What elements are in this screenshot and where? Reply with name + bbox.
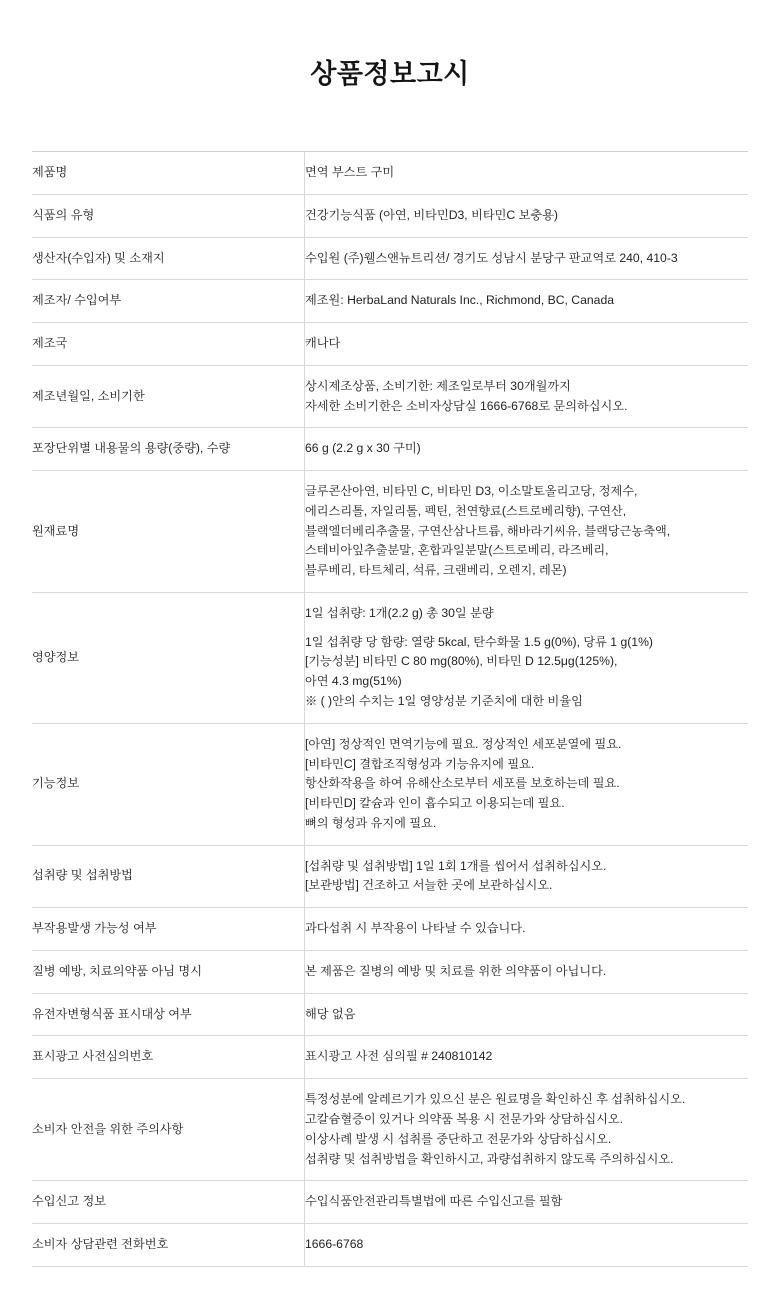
product-info-table-wrap [32, 151, 748, 1267]
value-line: [아연] 정상적인 면역기능에 필요. 정상적인 세포분열에 필요. [305, 736, 622, 751]
row-label: 수입신고 정보 [32, 1181, 305, 1224]
value-line: [섭취량 및 섭취방법] 1일 1회 1개를 씹어서 섭취하십시오. [305, 858, 607, 873]
row-value [305, 194, 749, 237]
table-row [32, 280, 748, 323]
value-line: 1666-6768 [305, 1237, 364, 1252]
row-value [305, 280, 749, 323]
value-line: 캐나다 [305, 336, 341, 351]
value-line: [비타민D] 칼슘과 인이 흡수되고 이용되는데 필요. [305, 796, 565, 811]
value-line: 항산화작용을 하여 유해산소로부터 세포를 보호하는데 필요. [305, 776, 620, 791]
value-line: 제조원: HerbaLand Naturals Inc., Richmond, BC, Canada [305, 293, 615, 308]
row-label: 포장단위별 내용물의 용량(중량), 수량 [32, 428, 305, 471]
row-label: 표시광고 사전심의번호 [32, 1036, 305, 1079]
value-line: 블랙엘더베리추출물, 구연산삼나트륨, 해바라기씨유, 블랙당근농축액, [305, 523, 671, 538]
row-value [305, 1036, 749, 1079]
table-row [32, 365, 748, 428]
row-value [305, 237, 749, 280]
value-line: 1일 섭취량 당 함량: 열량 5kcal, 탄수화물 1.5 g(0%), 당류 1 g(1%) [305, 634, 653, 649]
row-value [305, 471, 749, 593]
value-line: 66 g (2.2 g x 30 구미) [305, 441, 421, 456]
row-value [305, 950, 749, 993]
page-bottom-spacer [0, 1267, 780, 1313]
value-line: 상시제조상품, 소비기한: 제조일로부터 30개월까지 [305, 378, 571, 393]
value-line: [보관방법] 건조하고 서늘한 곳에 보관하십시오. [305, 878, 553, 893]
row-value [305, 323, 749, 366]
row-label: 영양정보 [32, 592, 305, 723]
value-line: 수입원 (주)웰스앤뉴트리션/ 경기도 성남시 분당구 판교역로 240, 410-3 [305, 250, 678, 265]
value-line: 아연 4.3 mg(51%) [305, 674, 402, 689]
table-row [32, 950, 748, 993]
row-value [305, 152, 749, 195]
table-row [32, 993, 748, 1036]
table-row [32, 194, 748, 237]
row-value [305, 592, 749, 723]
row-label: 소비자 상담관련 전화번호 [32, 1224, 305, 1267]
row-label: 원재료명 [32, 471, 305, 593]
value-line: 이상사례 발생 시 섭취를 중단하고 전문가와 상담하십시오. [305, 1131, 612, 1146]
row-value [305, 845, 749, 908]
table-row [32, 845, 748, 908]
row-value [305, 365, 749, 428]
table-row [32, 237, 748, 280]
value-line: 1일 섭취량: 1개(2.2 g) 총 30일 분량 [305, 605, 494, 620]
value-line: 특정성분에 알레르기가 있으신 분은 원료명을 확인하신 후 섭취하십시오. [305, 1092, 686, 1107]
row-value [305, 908, 749, 951]
row-label: 부작용발생 가능성 여부 [32, 908, 305, 951]
value-line: 해당 없음 [305, 1006, 356, 1021]
value-line: 건강기능식품 (아연, 비타민D3, 비타민C 보충용) [305, 207, 558, 222]
value-line: 표시광고 사전 심의필 # 240810142 [305, 1049, 493, 1064]
table-row [32, 152, 748, 195]
table-row [32, 908, 748, 951]
value-line: 스테비아잎추출분말, 혼합과일분말(스트로베리, 라즈베리, [305, 543, 609, 558]
value-line: [비타민C] 결합조직형성과 기능유지에 필요. [305, 756, 535, 771]
row-label: 유전자변형식품 표시대상 여부 [32, 993, 305, 1036]
row-label: 소비자 안전을 위한 주의사항 [32, 1079, 305, 1181]
value-line: 블루베리, 타트체리, 석류, 크랜베리, 오렌지, 레몬) [305, 563, 567, 578]
row-label: 제품명 [32, 152, 305, 195]
row-value [305, 993, 749, 1036]
table-row [32, 1079, 748, 1181]
table-row [32, 592, 748, 723]
row-label: 생산자(수입자) 및 소재지 [32, 237, 305, 280]
product-info-table [32, 151, 748, 1267]
row-label: 기능정보 [32, 723, 305, 845]
row-label: 섭취량 및 섭취방법 [32, 845, 305, 908]
value-line: 글루콘산아연, 비타민 C, 비타민 D3, 이소말토올리고당, 정제수, [305, 484, 638, 499]
row-label: 제조국 [32, 323, 305, 366]
value-line: 면역 부스트 구미 [305, 165, 395, 179]
table-row [32, 428, 748, 471]
value-line: 수입식품안전관리특별법에 따른 수입신고를 필함 [305, 1194, 563, 1209]
table-row [32, 323, 748, 366]
product-info-table-body [32, 152, 748, 1267]
value-line: 에리스리톨, 자일리톨, 펙틴, 천연향료(스트로베리향), 구연산, [305, 503, 627, 518]
value-line: 본 제품은 질병의 예방 및 치료를 위한 의약품이 아닙니다. [305, 963, 607, 978]
table-row [32, 471, 748, 593]
value-line: 자세한 소비기한은 소비자상담실 1666-6768로 문의하십시오. [305, 398, 628, 413]
table-row [32, 1036, 748, 1079]
page-title: 상품정보고시 [310, 59, 470, 89]
table-row [32, 1181, 748, 1224]
value-line: 섭취량 및 섭취방법을 확인하시고, 과량섭취하지 않도록 주의하십시오. [305, 1151, 674, 1166]
value-line: [기능성분] 비타민 C 80 mg(80%), 비타민 D 12.5μg(125%), [305, 654, 618, 669]
value-line: 고칼슘혈증이 있거나 의약품 복용 시 전문가와 상담하십시오. [305, 1111, 624, 1126]
value-line: 뼈의 형성과 유지에 필요. [305, 815, 437, 830]
row-value [305, 428, 749, 471]
value-line: 과다섭취 시 부작용이 나타날 수 있습니다. [305, 921, 526, 936]
row-label: 질병 예방, 치료의약품 아님 명시 [32, 950, 305, 993]
row-label: 제조년월일, 소비기한 [32, 365, 305, 428]
row-label: 제조자/ 수입여부 [32, 280, 305, 323]
value-line: ※ ( )안의 수치는 1일 영양성분 기준치에 대한 비율임 [305, 694, 583, 709]
row-value [305, 1079, 749, 1181]
row-value [305, 723, 749, 845]
row-label: 식품의 유형 [32, 194, 305, 237]
table-row [32, 723, 748, 845]
row-value [305, 1181, 749, 1224]
